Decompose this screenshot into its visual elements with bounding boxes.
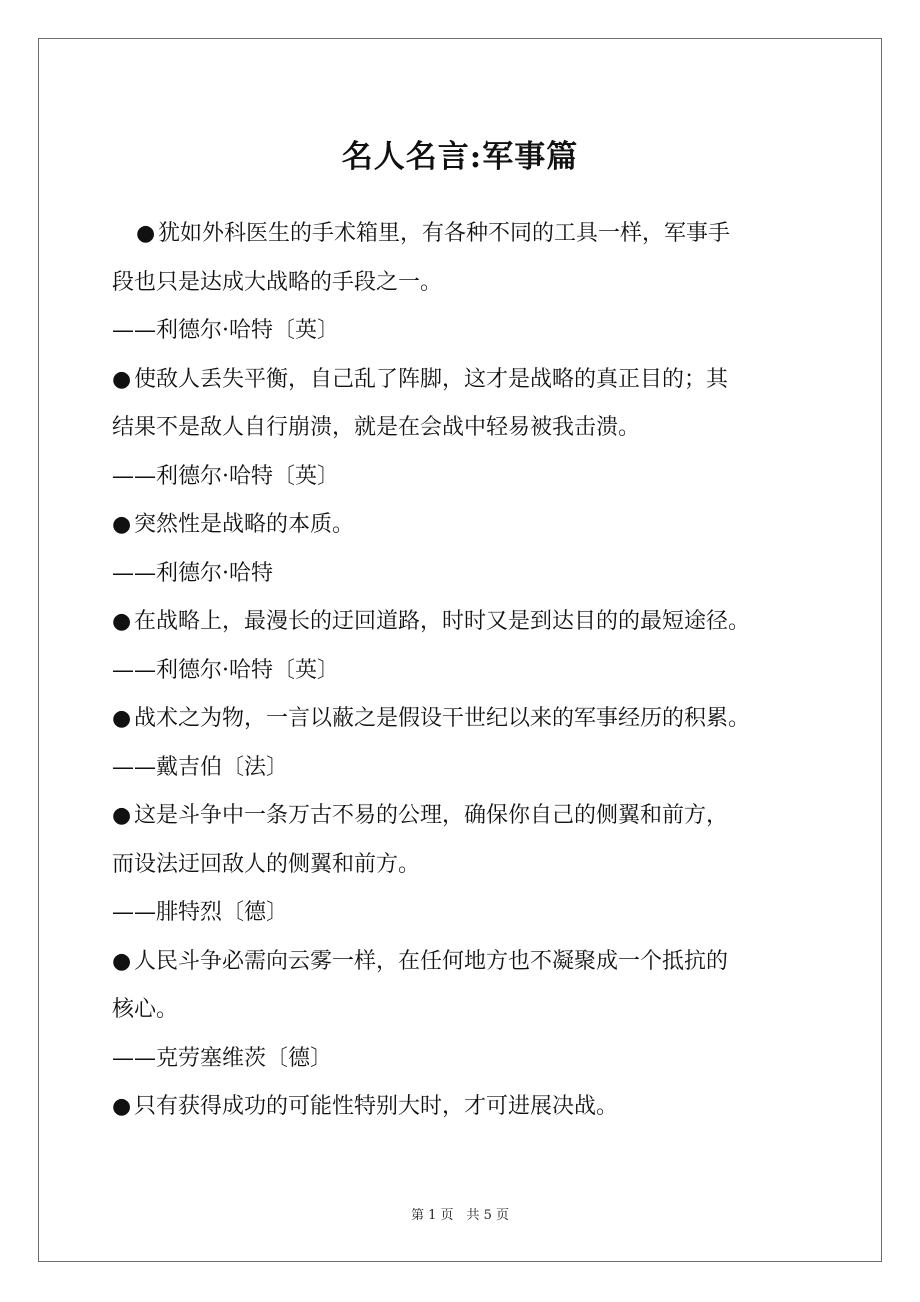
quote-line — [112, 501, 812, 550]
quote-text: 人民斗争必需向云雾一样，在任何地方也不凝聚成一个抵抗的 — [134, 948, 729, 974]
page-number: 第 1 页 共 5 页 — [410, 1208, 510, 1223]
bullet-icon: ● — [112, 706, 132, 731]
quote-text: 核心。 — [112, 997, 179, 1022]
quote-text: 只有获得成功的可能性特别大时，才可进展决战。 — [134, 1094, 619, 1119]
quote-text: 这是斗争中一条万古不易的公理，确保你自己的侧翼和前方， — [134, 803, 729, 828]
attribution-text: ——利德尔·哈特〔英〕 — [112, 318, 339, 343]
document-body — [112, 210, 812, 1132]
quote-line — [112, 1083, 812, 1132]
attribution-line — [112, 647, 812, 696]
quote-line — [112, 986, 812, 1035]
bullet-icon: ● — [112, 609, 132, 634]
attribution-text: ——利德尔·哈特〔英〕 — [112, 657, 339, 683]
quote-line — [112, 356, 812, 405]
quote-text: 段也只是达成大战略的手段之一。 — [112, 269, 443, 295]
quote-line — [112, 259, 812, 308]
attribution-text: ——克劳塞维茨〔德〕 — [112, 1045, 333, 1071]
quote-line — [112, 695, 812, 744]
bullet-icon: ● — [112, 803, 132, 828]
attribution-text: ——利德尔·哈特 — [112, 560, 273, 586]
quote-line — [112, 210, 812, 259]
bullet-icon: ● — [136, 221, 156, 246]
bullet-icon: ● — [112, 948, 132, 974]
document-title: 名人名言:军事篇 — [341, 138, 579, 175]
quote-text: 战术之为物，一言以蔽之是假设干世纪以来的军事经历的积累。 — [134, 706, 751, 731]
quote-line — [112, 792, 812, 841]
quote-text: 在战略上，最漫长的迂回道路，时时又是到达目的的最短途径。 — [134, 609, 751, 634]
quote-text: 结果不是敌人自行崩溃，就是在会战中轻易被我击溃。 — [112, 415, 641, 440]
attribution-text: ——利德尔·哈特〔英〕 — [112, 463, 339, 489]
quote-line — [112, 938, 812, 987]
quote-text: 而设法迂回敌人的侧翼和前方。 — [112, 851, 421, 877]
quote-line — [112, 598, 812, 647]
attribution-line — [112, 550, 812, 599]
attribution-line — [112, 889, 812, 938]
attribution-text: ——腓特烈〔德〕 — [112, 900, 289, 925]
quote-line — [112, 841, 812, 890]
quote-text: 突然性是战略的本质。 — [134, 512, 355, 537]
quote-text: 犹如外科医生的手术箱里，有各种不同的工具一样，军事手 — [158, 221, 731, 246]
attribution-line — [112, 307, 812, 356]
bullet-icon: ● — [112, 512, 132, 537]
attribution-text: ——戴吉伯〔法〕 — [112, 754, 289, 780]
quote-text: 使敌人丢失平衡，自己乱了阵脚，这才是战略的真正目的；其 — [134, 366, 729, 392]
attribution-line — [112, 453, 812, 502]
bullet-icon: ● — [112, 366, 132, 392]
quote-line — [112, 404, 812, 453]
attribution-line — [112, 1035, 812, 1084]
bullet-icon: ● — [112, 1094, 132, 1119]
attribution-line — [112, 744, 812, 793]
